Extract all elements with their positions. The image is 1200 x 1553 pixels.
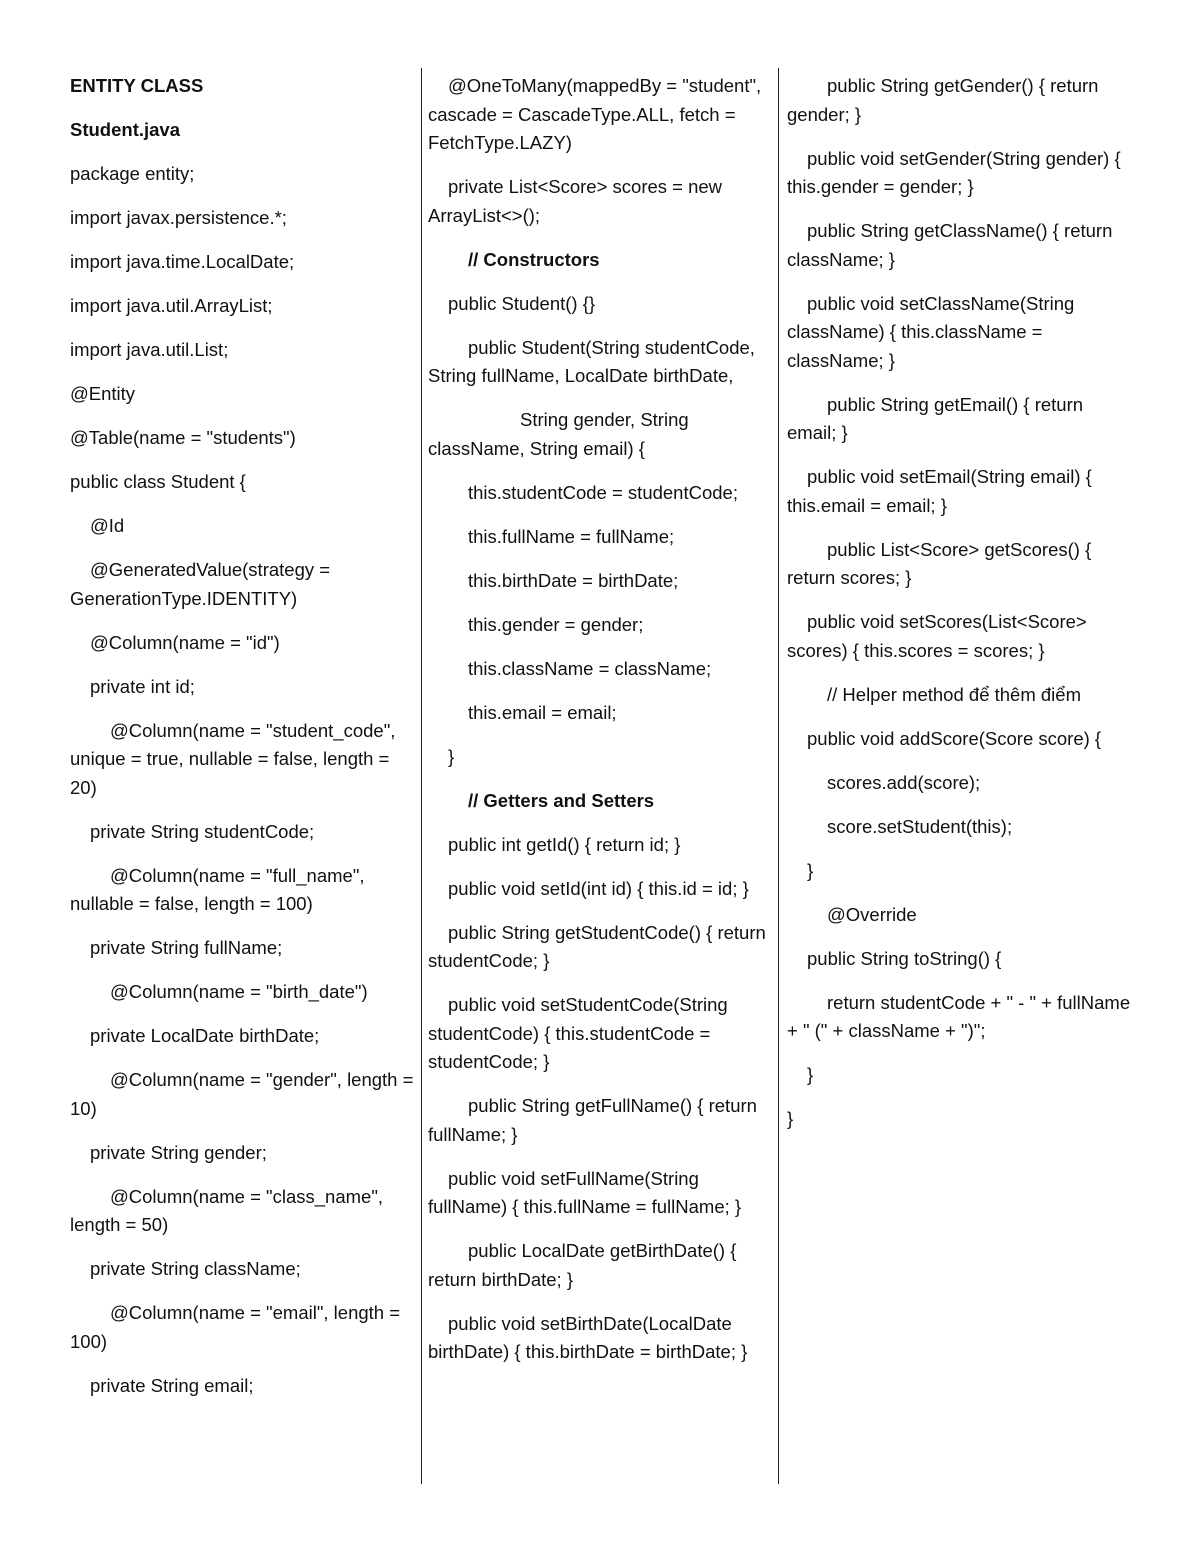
code-line: }: [807, 859, 814, 881]
code-line: @GeneratedValue(strategy = GenerationType.IDENTITY): [70, 559, 331, 609]
code-line: @Column(name = "student_code", unique = true, nullable = false, length = 20): [70, 719, 396, 798]
code-line: @Entity: [70, 383, 136, 404]
code-line: public void setBirthDate(LocalDate birthDate) { this.birthDate = birthDate; }: [428, 1312, 748, 1362]
code-line: private String studentCode;: [90, 820, 315, 842]
code-line: public LocalDate getBirthDate() { return birthDate; }: [428, 1240, 737, 1290]
code-line: this.email = email;: [468, 701, 617, 723]
code-line: private String email;: [90, 1374, 254, 1396]
code-line: this.birthDate = birthDate;: [468, 569, 679, 591]
code-line: this.gender = gender;: [468, 613, 644, 635]
code-line: @Column(name = "email", length = 100): [70, 1302, 401, 1352]
code-line: public void setFullName(String fullName) { this.fullName = fullName; }: [428, 1167, 742, 1217]
code-line: public void setClassName(String className) { this.className = className; }: [787, 292, 1075, 371]
code-line: @Override: [827, 903, 917, 925]
code-line: import java.time.LocalDate;: [70, 251, 295, 272]
code-line: public void setGender(String gender) { this.gender = gender; }: [787, 147, 1121, 197]
code-line: private String fullName;: [90, 937, 283, 958]
code-line: public String getClassName() { return className; }: [787, 220, 1113, 270]
code-line: import javax.persistence.*;: [70, 207, 287, 228]
code-line: public class Student {: [70, 471, 246, 492]
code-line: @Column(name = "class_name", length = 50): [70, 1185, 384, 1235]
code-line: public String getEmail() { return email; }: [787, 393, 1084, 443]
code-line: public String getFullName() { return fullName; }: [428, 1095, 757, 1145]
code-line: this.studentCode = studentCode;: [468, 481, 738, 503]
code-line: private String className;: [90, 1258, 301, 1279]
code-line: private String gender;: [90, 1141, 267, 1163]
column-divider: [421, 68, 422, 1484]
code-line: }: [448, 745, 455, 767]
code-line: this.className = className;: [468, 657, 712, 679]
code-line: import java.util.List;: [70, 339, 229, 360]
section-heading: // Getters and Setters: [468, 789, 655, 811]
code-line: this.fullName = fullName;: [468, 525, 675, 547]
code-line: public Student() {}: [448, 292, 596, 314]
section-heading: // Constructors: [468, 248, 600, 270]
code-line: @Id: [90, 515, 125, 536]
section-heading: Student.java: [70, 119, 180, 140]
code-line: public int getId() { return id; }: [448, 833, 681, 855]
code-line: public void setId(int id) { this.id = id; }: [448, 877, 749, 899]
code-line: @Table(name = "students"): [70, 427, 296, 448]
code-line: public String toString() {: [807, 947, 1002, 969]
section-heading: ENTITY CLASS: [70, 75, 204, 96]
code-line: @OneToMany(mappedBy = "student", cascade = CascadeType.ALL, fetch = FetchType.LAZY): [428, 75, 762, 153]
code-line: public List<Score> getScores() { return scores; }: [787, 538, 1092, 588]
text-column-2: [428, 72, 773, 1382]
code-line: private int id;: [90, 675, 195, 697]
code-line: score.setStudent(this);: [827, 815, 1013, 837]
code-line: public void addScore(Score score) {: [807, 727, 1102, 749]
code-line: public String getGender() { return gender; }: [787, 75, 1099, 125]
code-line: @Column(name = "full_name", nullable = false, length = 100): [70, 864, 365, 914]
code-line: String gender, String className, String email) {: [428, 409, 689, 459]
code-line: }: [787, 1108, 794, 1129]
code-line: @Column(name = "gender", length = 10): [70, 1069, 414, 1119]
code-line: package entity;: [70, 163, 195, 184]
code-line: @Column(name = "id"): [90, 631, 280, 653]
text-column-1: [70, 72, 415, 1416]
code-line: public String getStudentCode() { return studentCode; }: [428, 921, 766, 971]
code-line: private LocalDate birthDate;: [90, 1025, 320, 1046]
code-line: scores.add(score);: [827, 771, 981, 793]
code-line: public void setScores(List<Score> scores) { this.scores = scores; }: [787, 611, 1087, 661]
text-column-3: [787, 72, 1132, 1149]
code-line: }: [807, 1064, 814, 1085]
code-line: // Helper method để thêm điểm: [827, 683, 1081, 705]
code-line: public void setStudentCode(String studentCode) { this.studentCode = studentCode; }: [428, 994, 728, 1072]
code-line: @Column(name = "birth_date"): [110, 981, 368, 1002]
code-line: private List<Score> scores = new ArrayList<>();: [428, 176, 723, 226]
code-line: return studentCode + " - " + fullName + " (" + className + ")";: [787, 991, 1131, 1041]
code-line: public void setEmail(String email) { this.email = email; }: [787, 466, 1092, 516]
column-divider: [778, 68, 779, 1484]
code-line: import java.util.ArrayList;: [70, 295, 273, 316]
code-line: public Student(String studentCode, String fullName, LocalDate birthDate,: [428, 336, 755, 386]
